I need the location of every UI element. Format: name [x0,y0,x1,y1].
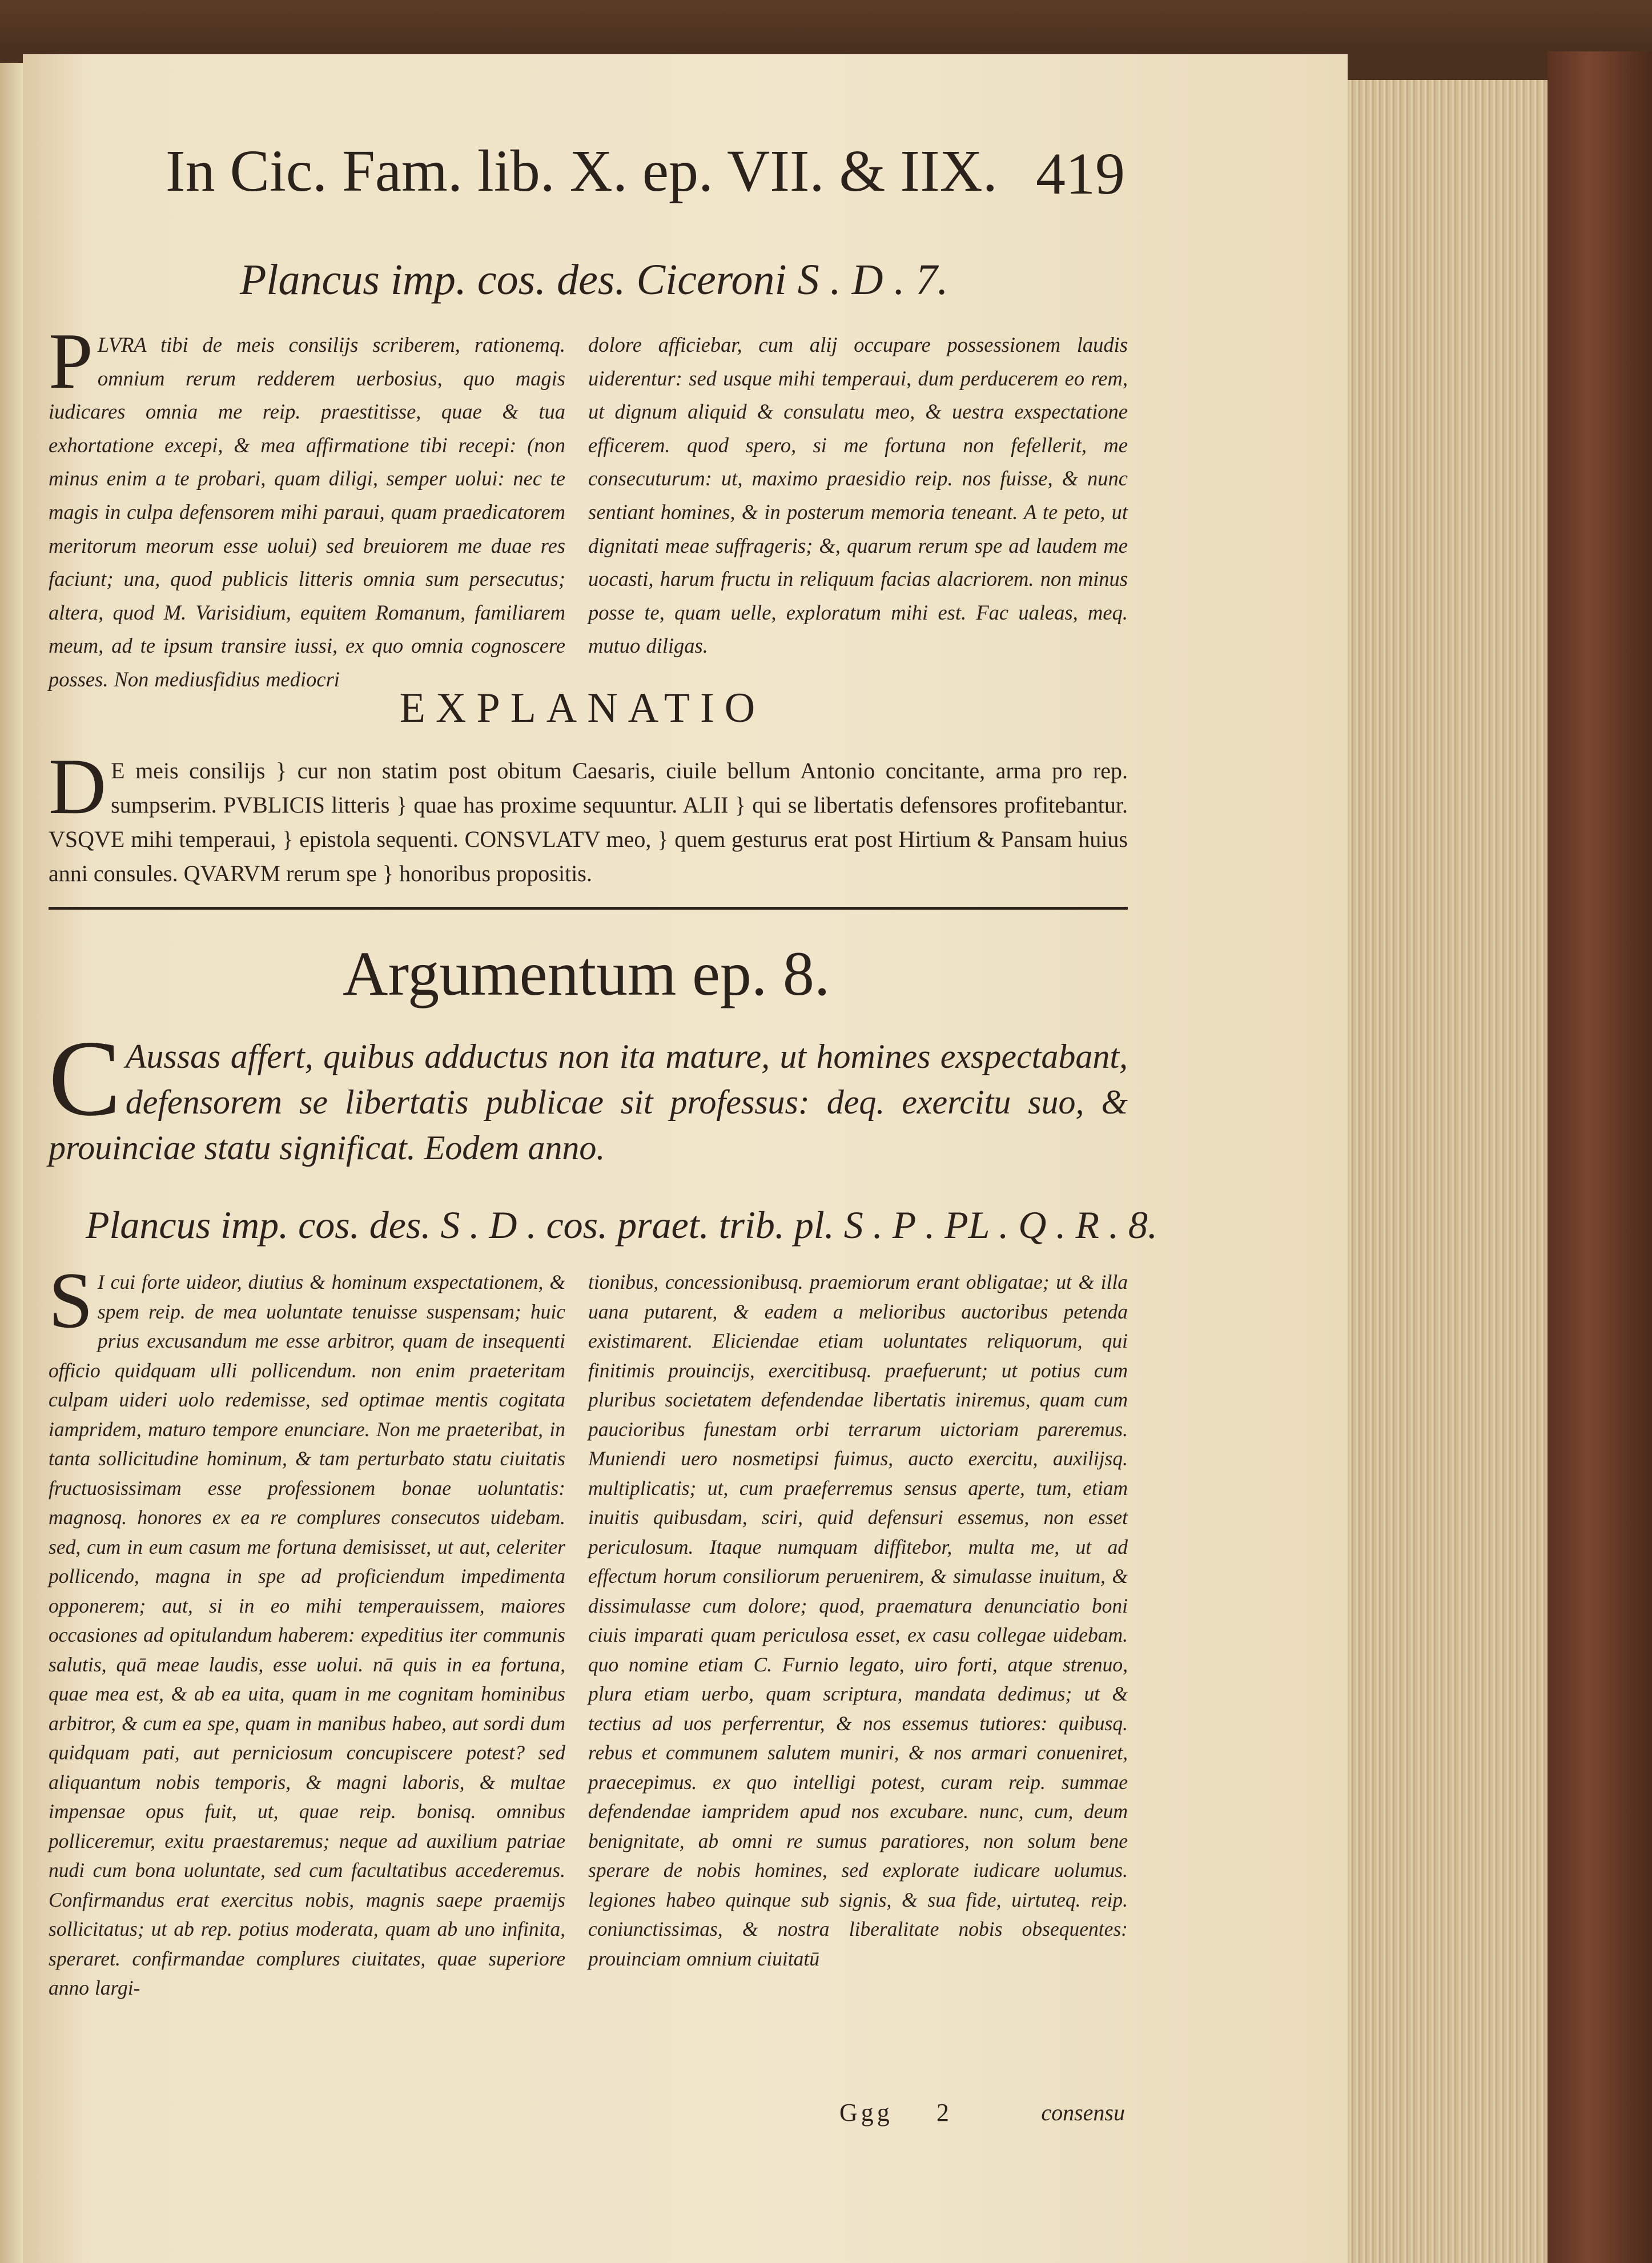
section-rule [49,907,1128,910]
page-number: 419 [1036,141,1125,207]
letter7-column-left [49,317,565,691]
letter8-col1-text: I cui forte uideor, diutius & hominum exspectationem, & spem reip. de mea uoluntate tenuisse suspensam; huic prius excusandum me esse arbitror, quam de insequenti officio quidquam ulli pollicendum. non enim praeteritam culpam uideri uolo redemisse, sed optimae mentis cogitata iampridem, maturo tempore enunciare. Non me praeteribat, in tanta sollicitudine hominum, & tam perturbato statu ciuitatis fructuosissimam esse professionem bonae uoluntatis: magnosq. honores ex ea re complures consecutos uidebam. sed, cum in eum casum me fortuna demisisset, ut aut, celeriter pollicendo, magna in spe ad proficiendum impedimenta opponerem; aut, si in eo mihi temperauissem, maiores occasiones ad opitulandum haberem: expeditius iter communis salutis, quā meae laudis, esse uolui. nā quis in ea fortuna, quae mea est, & ab ea uita, quam in me cognitam hominibus arbitror, & cum ea spe, quam in manibus habeo, aut sordi dum quidquam pati, aut perniciosum concupiscere potest? sed aliquantum nobis temporis, & magni laboris, & multae impensae opus fuit, ut, quae reip. bonisq. omnibus polliceremur, exitu praestaremus; neque ad auxilium patriae nudi cum bona uoluntate, sed cum facultatibus accederemus. Confirmandus erat exercitus nobis, magnis saepe praemijs sollicitatus; ut ab rep. potius moderata, quam ab uno infinita, speraret. confirmandae complures ciuitates, quae superiore anno largi- [49,1271,565,1999]
running-head: In Cic. Fam. lib. X. ep. VII. & IIX. [166,138,998,204]
explanatio-paragraph [49,742,1128,902]
signature-mark: Ggg [839,2099,893,2127]
argument-heading: Argumentum ep. 8. [343,939,830,1008]
explanatio-heading: EXPLANATIO [399,685,766,731]
signature-number: 2 [936,2099,949,2127]
leather-cover-edge [1548,51,1652,2263]
facing-page-edge [0,63,23,2263]
explanatio-dropcap: D [49,742,107,831]
letter7-col1-text: LVRA tibi de meis consilijs scriberem, rationemq. omnium rerum redderem uerbosius, quo magis iudicares omnia me reip. praestitisse, quae & tua exhortatione excepi, & mea affirmatione tibi recepi: (non minus enim a te probari, quam diligi, semper uolui: nec te magis in culpa defensorem mihi paraui, quam praedicatorem meritorum meorum esse uolui) sed breuiorem me duae res faciunt; una, quod publicis litteris omnia sum persecutus; altera, quod M. Varisidium, equitem Romanum, familiarem meum, ad te ipsum transire iussi, ex quo omnia cognoscere posses. Non mediusfidius mediocri [49,333,565,691]
letter8-col2-text: tionibus, concessionibusq. praemiorum erant obligatae; ut & illa uana putarent, & eadem a melioribus auctoribus petenda existimarent. Eliciendae etiam uoluntates reliquorum, qui finitimis prouincijs, exercitibusq. praefuerunt; ut potius cum pluribus societatem defendendae libertatis iniremus, quam cum paucioribus funestam orbi terrarum uictoriam pareremus. Muniendi uero nosmetipsi fuimus, aucto exercitu, auxilijsq. multiplicatis; ut, cum praeferremus sensus aperte, tum, etiam inuitis quibusdam, sciri, quid defensuri essemus, non esset periculosum. Itaque numquam diffitebor, multa me, ut ad effectum horum consiliorum peruenirem, & simulasse inuitum, & dissimulasse cum dolore; quod, praematura denunciatio boni ciuis imparati quam periculosa esset, ex casu collegae uidebam. quo nomine etiam C. Furnio legato, uiro forti, atque strenuo, plura etiam uerbo, quam scriptura, mandata dedimus; ut & tectius ad uos perferrentur, & nos essemus tutiores: quibusq. rebus et communem salutem muniri, & nos armari conueniret, praecepimus. ex quo intelligi potest, curam reip. summae defendendae iampridem apud nos excubare. nunc, cum, deum benignitate, ab omni re sumus paratiores, non solum bene sperare de nobis homines, sed explorate iudicare uolumus. legiones habeo quinque sub signis, & sua fide, uirtuteq. reip. coniunctissimas, & nostra liberalitate nobis obsequentes: prouinciam omnium ciuitatū [588,1271,1128,1970]
argument-dropcap: C [49,1019,121,1139]
letter7-col2-text: dolore afficiebar, cum alij occupare possessionem laudis uiderentur: sed usque mihi temperaui, dum perducerem eo rem, ut dignum aliquid & consulatu meo, & uestra exspectatione efficerem. quod spero, si me fortuna non fefellerit, me consecuturum: ut, maximo praesidio reip. nos fuisse, & nunc sentiant homines, & in posterum memoria teneant. A te peto, ut dignitati meae suffrageris; &, quarum rerum spe ad laudem me uocasti, harum fructu in reliquum facias alacriorem. non minus posse te, quam uelle, exploratum mihi est. Fac ualeas, meq. mutuo diligas. [588,333,1128,658]
letter8-heading: Plancus imp. cos. des. S . D . cos. praet. trib. pl. S . P . PL . Q . R . 8. [86,1203,1157,1247]
letter8-column-left [49,1256,565,2113]
catchword: consensu [1041,2100,1125,2125]
page-block-edges [1348,80,1548,2263]
letter7-dropcap: P [49,317,93,405]
letter8-dropcap: S [49,1256,93,1345]
letter7-column-right [588,328,1128,658]
explanatio-text: E meis consilijs } cur non statim post obitum Caesaris, ciuile bellum Antonio concitante, arma pro rep. sumpserim. PVBLICIS litteris } quae has proxime sequuntur. ALII } qui se libertatis defensores profitebantur. VSQVE mihi temperaui, } epistola sequenti. CONSVLATV meo, } quem gesturus erat post Hirtium & Pansam huius anni consules. QVARVM rerum spe } honoribus propositis. [49,758,1128,886]
argument-text: Aussas affert, quibus adductus non ita mature, ut homines exspectabant, defensorem se libertatis publicae sit professus: deq. exercitu suo, & prouinciae statu significat. Eodem anno. [49,1038,1128,1167]
letter8-column-right [588,1268,1128,2113]
letter7-heading: Plancus imp. cos. des. Ciceroni S . D . 7. [240,256,948,304]
argument-paragraph [49,1019,1128,1182]
